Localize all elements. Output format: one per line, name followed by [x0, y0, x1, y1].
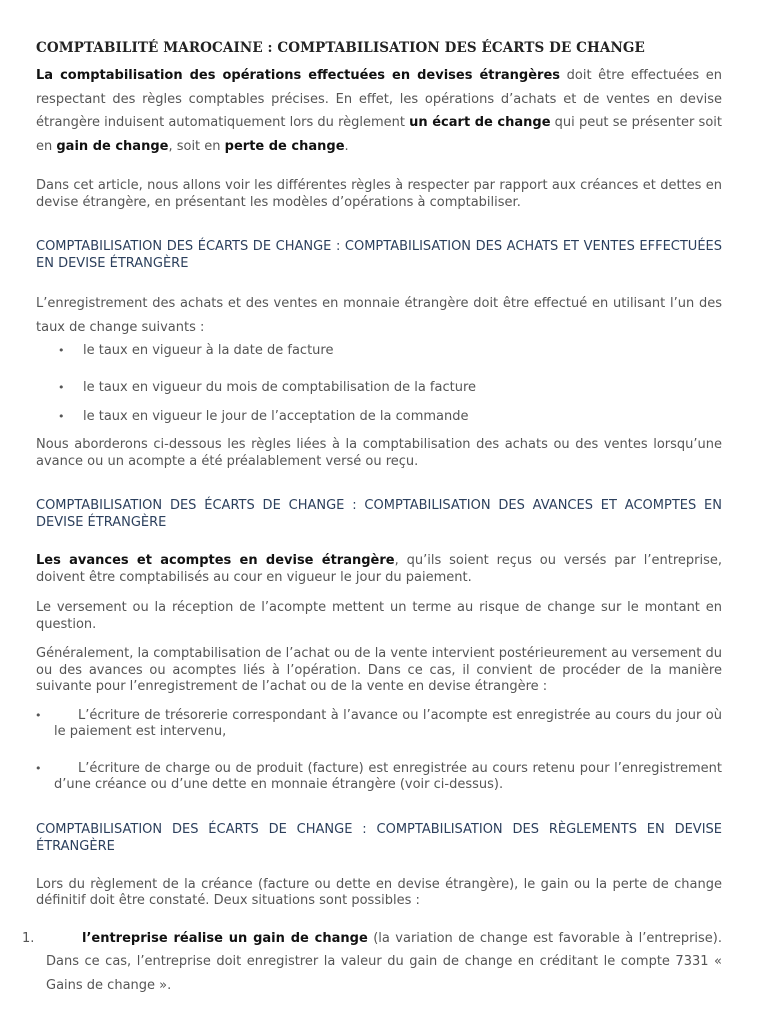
section1-bullet-list [36, 343, 722, 425]
list-item: • le taux en vigueur du mois de comptabilisation de la facture [36, 380, 722, 396]
list-item: • le taux en vigueur le jour de l’acceptation de la commande [36, 409, 722, 425]
section3-heading: COMPTABILISATION DES ÉCARTS DE CHANGE : COMPTABILISATION DES RÈGLEMENTS EN DEVISE ÉTRANGÈRE [36, 821, 722, 854]
numbered-list-item [22, 927, 722, 998]
intro-paragraph-2: Dans cet article, nous allons voir les différentes règles à respecter par rapport aux créances et dettes en devise étrangère, en présentant les modèles d’opérations à comptabiliser. [36, 178, 722, 210]
section2-bold: Les avances et acomptes en devise étrangère [36, 553, 395, 568]
section2-paragraph-3: Généralement, la comptabilisation de l’achat ou de la vente intervient postérieurement au versement du ou des avances ou acomptes liés à l’opération. Dans ce cas, il convient de procéder de la manière suivante pour l’enregistrement de l’achat ou de la vente en devise étrangère : [36, 646, 722, 694]
section1-paragraph-2: Nous aborderons ci-dessous les règles liées à la comptabilisation des achats ou des ventes lorsqu’une avance ou un acompte a été préalablement versé ou reçu. [36, 437, 722, 469]
article [22, 40, 722, 997]
section3-paragraph: Lors du règlement de la créance (facture ou dette en devise étrangère), le gain ou la perte de change définitif doit être constaté. Deux situations sont possibles : [36, 876, 722, 908]
intro-text-4: . [344, 138, 349, 154]
intro-text-3: , soit en [168, 138, 225, 154]
list-item [36, 708, 722, 741]
numbered-item-bold: l’entreprise réalise un gain de change [82, 930, 368, 946]
list-item: • le taux en vigueur à la date de facture [36, 343, 722, 359]
section1-heading: COMPTABILISATION DES ÉCARTS DE CHANGE : COMPTABILISATION DES ACHATS ET VENTES EFFECTUÉES EN DEVISE ÉTRANGÈRE [36, 239, 722, 271]
intro-bold-3: gain de change [56, 138, 169, 154]
intro-bold-4: perte de change [224, 138, 345, 154]
list-item-text: L’écriture de trésorerie correspondant à l’avance ou l’acompte est enregistrée au cours du jour où le paiement est intervenu, [54, 707, 722, 739]
article-title: COMPTABILITÉ MAROCAINE : COMPTABILISATION DES ÉCARTS DE CHANGE [36, 40, 645, 56]
list-item-text: L’écriture de charge ou de produit (facture) est enregistrée au cours retenu pour l’enregistrement d’une créance ou d’une dette en monnaie étrangère (voir ci-dessus). [54, 760, 722, 792]
intro-bold-2: un écart de change [409, 115, 551, 130]
intro-text-2: qui peut se présenter soit en [36, 115, 722, 154]
list-item [36, 761, 722, 794]
section1-paragraph: L’enregistrement des achats et des ventes en monnaie étrangère doit être effectué en utilisant l’un des taux de change suivants : [36, 296, 722, 335]
section2-bullet-list [36, 708, 722, 794]
intro-bold-1: La comptabilisation des opérations effectuées en devises étrangères [36, 68, 561, 83]
section2-paragraph-1 [36, 553, 722, 586]
section2-text: , qu’ils soient reçus ou versés par l’entreprise, doivent être comptabilisés au cour en vigueur le jour du paiement. [36, 553, 722, 585]
list-number: 1. [22, 930, 35, 946]
section2-heading: COMPTABILISATION DES ÉCARTS DE CHANGE : COMPTABILISATION DES AVANCES ET ACOMPTES EN DEVISE ÉTRANGÈRE [36, 498, 722, 530]
intro-text-1: doit être effectuées en respectant des règles comptables précises. En effet, les opérations d’achats et de ventes en devise étrangère induisent automatiquement lors du règlement [36, 68, 722, 130]
intro-paragraph [36, 64, 722, 158]
numbered-item-text: (la variation de change est favorable à l’entreprise). Dans ce cas, l’entreprise doit enregistrer la valeur du gain de change en créditant le compte 7331 « Gains de change ». [46, 930, 722, 993]
section2-paragraph-2: Le versement ou la réception de l’acompte mettent un terme au risque de change sur le montant en question. [36, 600, 722, 632]
